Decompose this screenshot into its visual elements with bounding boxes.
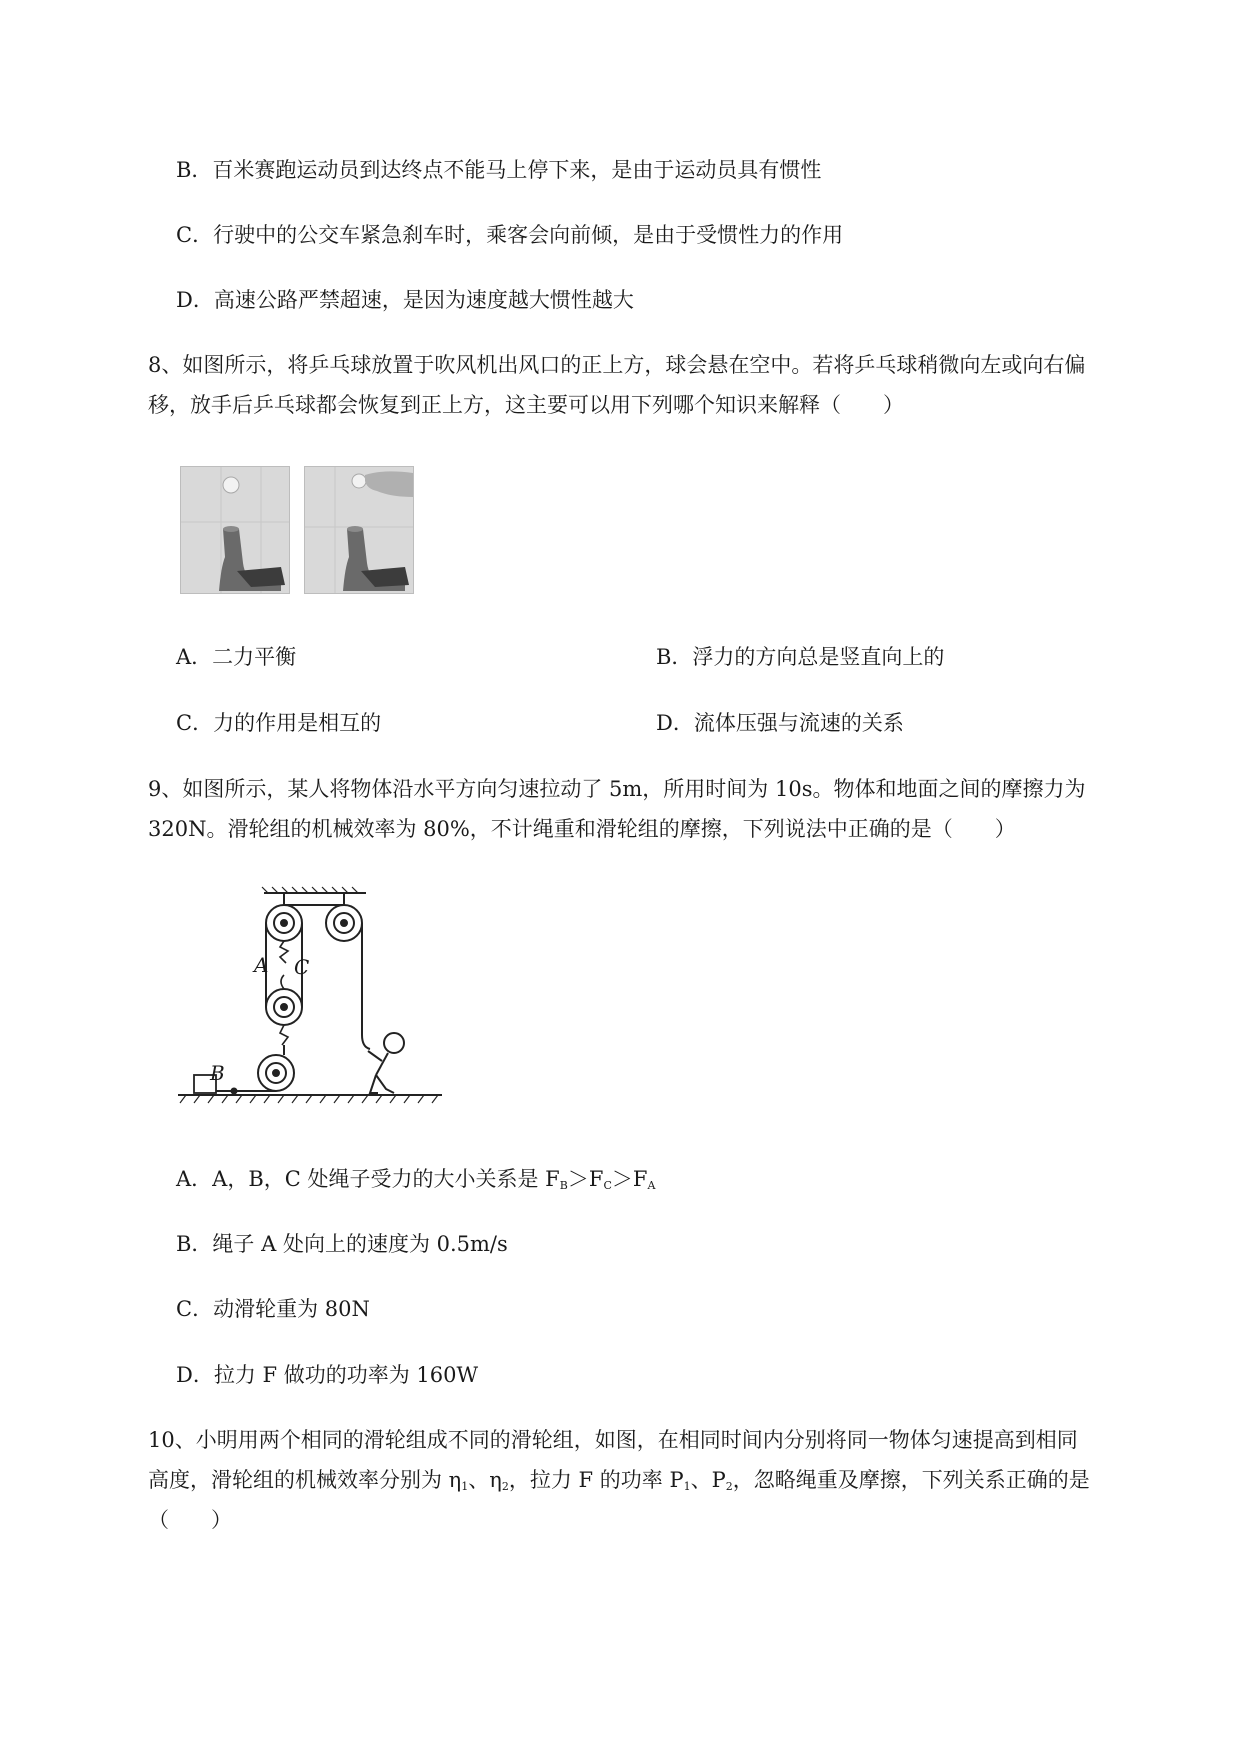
- q9-option-c: C．动滑轮重为 80N: [176, 1297, 370, 1321]
- q7-option-b: B．百米赛跑运动员到达终点不能马上停下来，是由于运动员具有惯性: [176, 158, 822, 182]
- q8-option-a: A．二力平衡: [176, 645, 297, 669]
- q8-stem-line1: 8、如图所示，将乒乓球放置于吹风机出风口的正上方，球会悬在空中。若将乒乓球稍微向左或向右偏: [148, 353, 1086, 377]
- q10-stem-line1: 10、小明用两个相同的滑轮组成不同的滑轮组，如图，在相同时间内分别将同一物体匀速提高到相同: [148, 1428, 1078, 1452]
- q8-photo-ball-floating: [180, 466, 290, 594]
- q7-option-d: D．高速公路严禁超速，是因为速度越大惯性越大: [176, 288, 634, 312]
- q7-option-c: C．行驶中的公交车紧急刹车时，乘客会向前倾，是由于受惯性力的作用: [176, 223, 844, 247]
- diagram-label-c: C: [294, 955, 310, 979]
- q8-option-c: C．力的作用是相互的: [176, 711, 382, 735]
- q8-stem-line2: 移，放手后乒乓球都会恢复到正上方，这主要可以用下列哪个知识来解释（ ）: [148, 393, 904, 417]
- q10-stem-line2: 高度，滑轮组的机械效率分别为 $\eta_1$、$\eta_2$，拉力 F 的功率 $P_1$、$P_2$，忽略绳重及摩擦，下列关系正确的是: [148, 1468, 1090, 1493]
- diagram-label-a: A: [254, 953, 269, 977]
- q8-option-b: B．浮力的方向总是竖直向上的: [656, 645, 945, 669]
- q8-option-d: D．流体压强与流速的关系: [656, 711, 904, 735]
- q9-option-b: B．绳子 A 处向上的速度为 0.5m/s: [176, 1232, 508, 1256]
- q9-pulley-diagram: [176, 885, 446, 1115]
- diagram-label-b: B: [210, 1061, 225, 1085]
- q9-option-d: D．拉力 F 做功的功率为 160W: [176, 1363, 479, 1387]
- q9-stem-line2: 320N。滑轮组的机械效率为 80%，不计绳重和滑轮组的摩擦，下列说法中正确的是（ ）: [148, 817, 1016, 841]
- q9-option-a: A．A，B，C 处绳子受力的大小关系是 $F_B>F_C>F_A$: [176, 1167, 656, 1192]
- q10-stem-line3: （ ）: [148, 1508, 232, 1532]
- q8-photo-ball-hand: [304, 466, 414, 594]
- q9-stem-line1: 9、如图所示，某人将物体沿水平方向匀速拉动了 5m，所用时间为 10s。物体和地面之间的摩擦力为: [148, 777, 1086, 801]
